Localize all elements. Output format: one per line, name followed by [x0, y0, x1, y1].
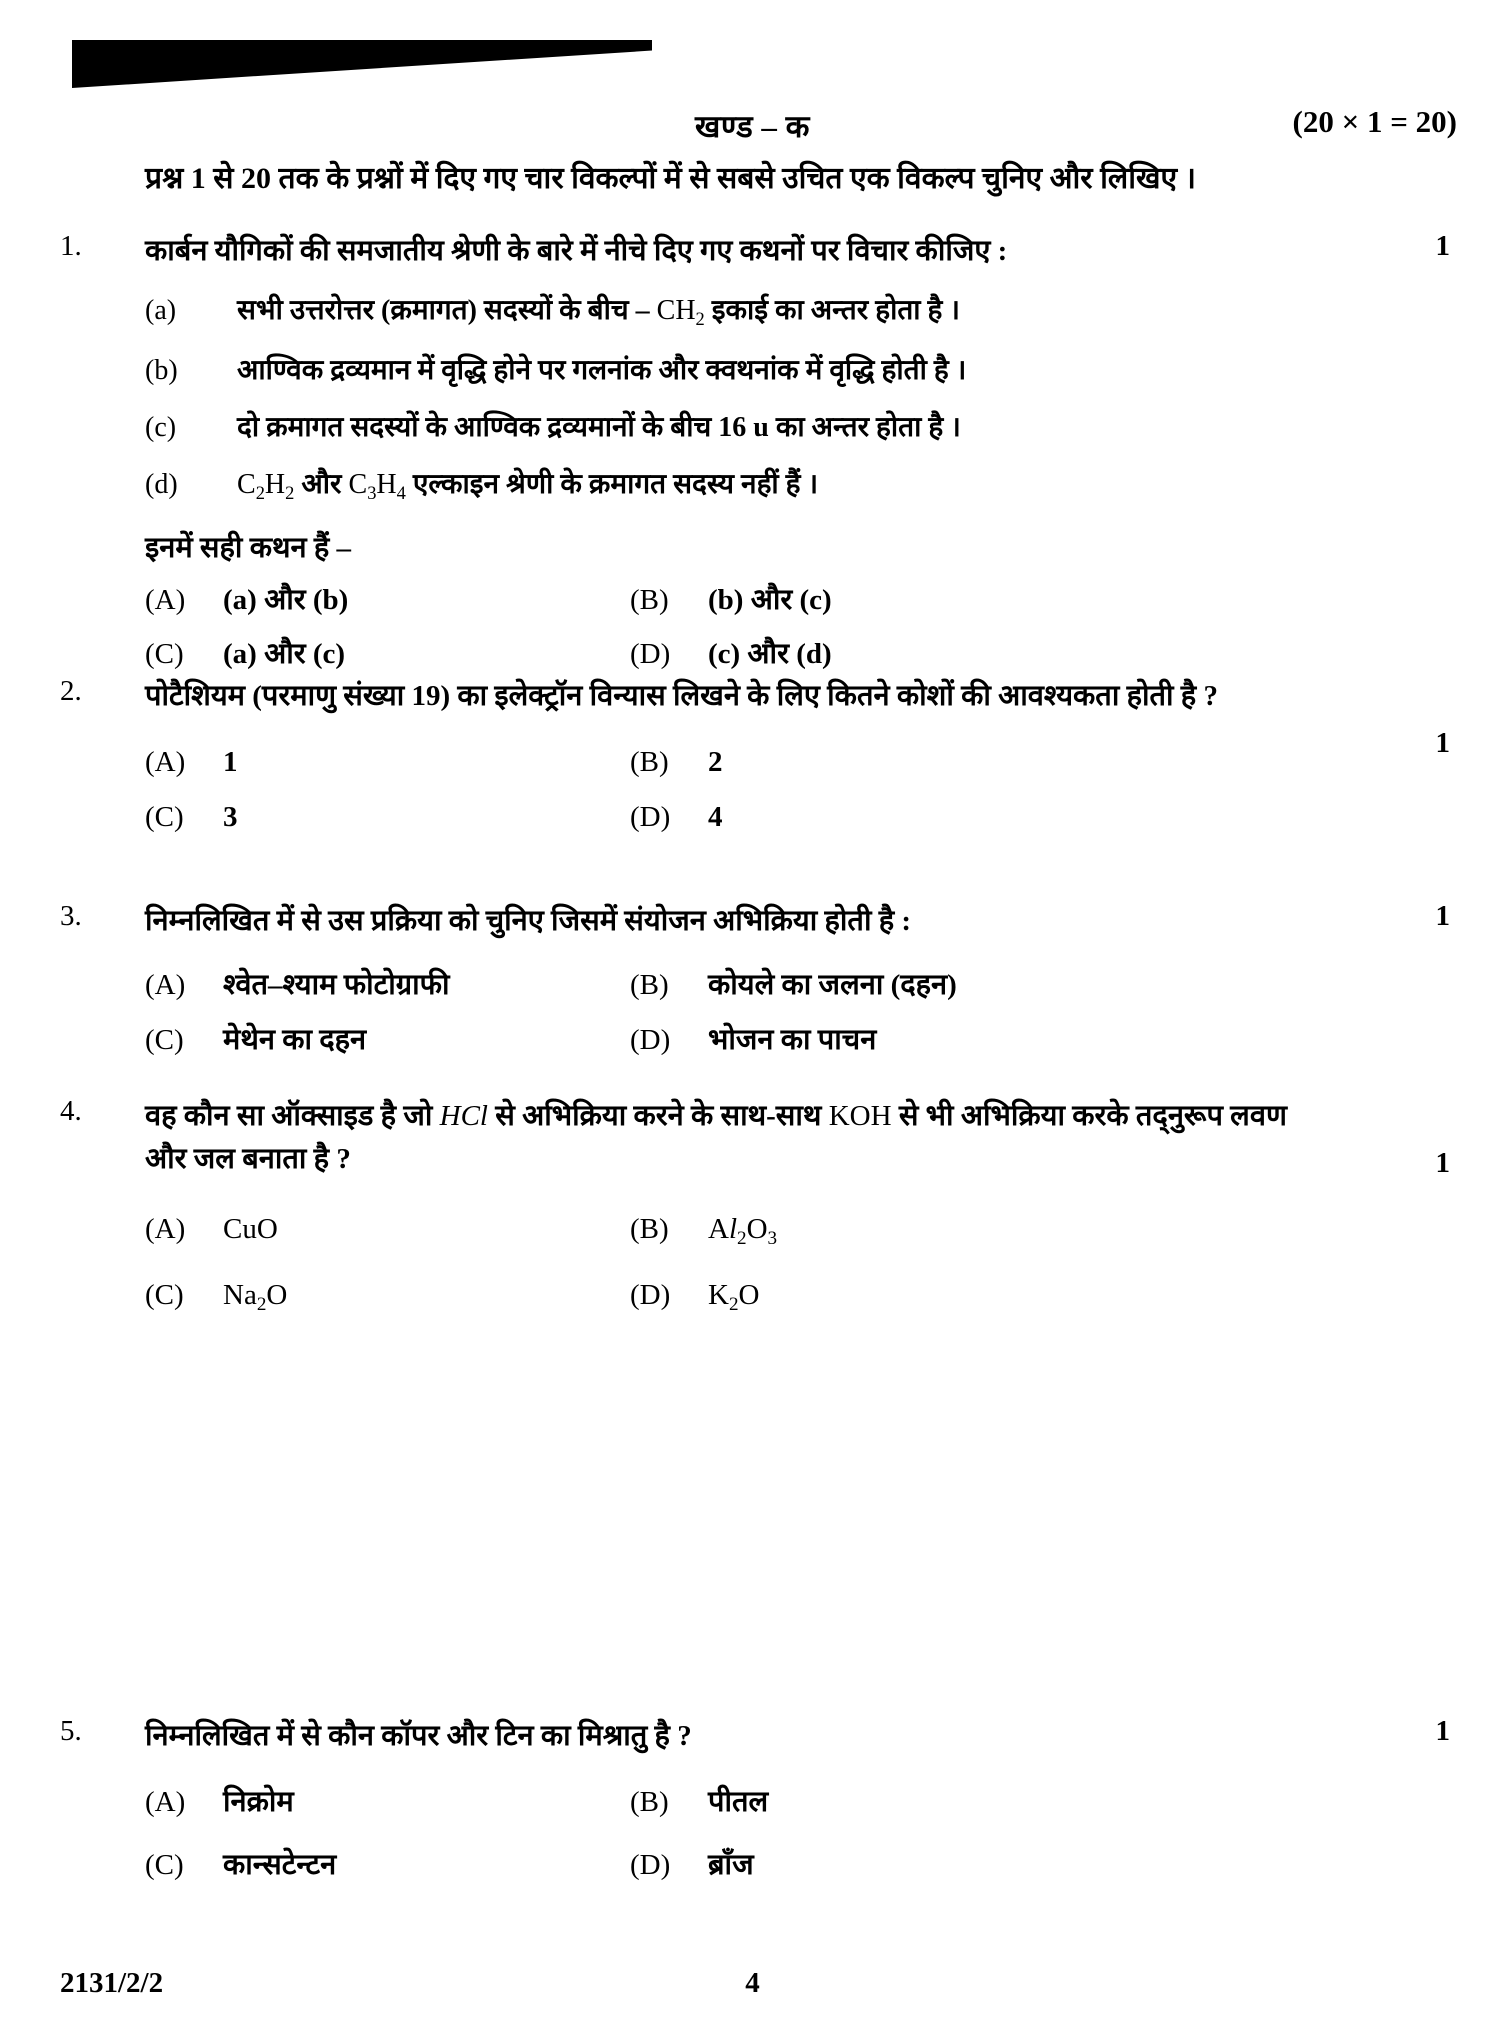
option-row — [145, 797, 1450, 838]
option-formula-al2o3: $Al_2O_3$ — [708, 1212, 778, 1249]
option-label: (C) — [145, 1023, 184, 1056]
option-label: (D) — [630, 1848, 671, 1881]
general-instruction: प्रश्न 1 से 20 तक के प्रश्नों में दिए गए चार विकल्पों में से सबसे उचित एक विकल्प चुनिए और लिखिए । — [145, 162, 1196, 195]
option-4-B[interactable] — [630, 1209, 1115, 1253]
option-row — [145, 1782, 1450, 1823]
footer-paper-code: 2131/2/2 — [60, 1967, 164, 1999]
section-marks-note: (20 × 1 = 20) — [1292, 104, 1457, 139]
question-5-options — [145, 1782, 1450, 1885]
question-1-statement-c — [145, 408, 1450, 447]
question-2-marks: 1 — [1435, 727, 1450, 759]
scan-artifact-wedge — [72, 40, 652, 88]
option-2-D[interactable] — [630, 797, 1115, 838]
option-1-D[interactable] — [630, 634, 1115, 675]
question-4-text-post: से भी अभिक्रिया करके तद्नुरूप लवण और जल बनाता है ? — [145, 1100, 1287, 1175]
question-2-number: 2. — [60, 675, 82, 707]
question-5-marks: 1 — [1435, 1715, 1450, 1747]
option-label: (A) — [145, 1212, 186, 1245]
formula-c2h2: $C_2H_2$ — [237, 469, 295, 503]
option-row — [145, 1845, 1450, 1886]
option-value: 1 — [223, 745, 238, 778]
question-3-text: निम्नलिखित में से उस प्रक्रिया को चुनिए जिसमें संयोजन अभिक्रिया होती है : — [145, 905, 912, 937]
question-2 — [60, 675, 1450, 837]
statement-label: (c) — [145, 411, 177, 443]
option-label: (D) — [630, 1278, 671, 1311]
option-row — [145, 1275, 1450, 1319]
option-value: (a) और (b) — [223, 583, 349, 616]
formula-c3h4: $C_3H_4$ — [348, 469, 406, 503]
option-formula-k2o: $K_2O$ — [708, 1278, 760, 1315]
question-5-text: निम्नलिखित में से कौन कॉपर और टिन का मिश्रातु है ? — [145, 1720, 692, 1752]
question-5-number: 5. — [60, 1715, 82, 1747]
option-value: 4 — [708, 800, 723, 833]
option-label: (B) — [630, 583, 669, 616]
question-2-options — [145, 742, 1450, 837]
option-3-C[interactable] — [145, 1020, 630, 1061]
question-2-text: पोटैशियम (परमाणु संख्या 19) का इलेक्ट्रॉन विन्यास लिखने के लिए कितने कोशों की आवश्यकता होती है ? — [145, 680, 1218, 712]
question-3 — [60, 900, 1450, 1060]
option-value: (b) और (c) — [708, 583, 832, 616]
option-value: श्वेत–श्याम फोटोग्राफी — [223, 968, 450, 1001]
option-5-A[interactable] — [145, 1782, 630, 1823]
statement-body — [237, 294, 961, 329]
formula-hcl: HCl — [439, 1100, 488, 1132]
question-1-statement-a — [145, 291, 1450, 333]
option-row — [145, 742, 1450, 783]
question-4-text-mid: से अभिक्रिया करने के साथ-साथ — [487, 1100, 829, 1132]
question-1 — [60, 230, 1450, 675]
statement-text-post: एल्काइन श्रेणी के क्रमागत सदस्य नहीं हैं । — [405, 469, 819, 501]
option-label: (A) — [145, 968, 186, 1001]
option-5-B[interactable] — [630, 1782, 1115, 1823]
option-value: कोयले का जलना (दहन) — [708, 968, 957, 1001]
question-4-options — [145, 1209, 1450, 1319]
question-1-options — [145, 580, 1450, 675]
option-1-C[interactable] — [145, 634, 630, 675]
option-2-A[interactable] — [145, 742, 630, 783]
option-label: (B) — [630, 1212, 669, 1245]
option-formula-na2o: $Na_2O$ — [223, 1278, 288, 1315]
option-1-B[interactable] — [630, 580, 1115, 621]
statement-label: (a) — [145, 294, 177, 326]
question-3-number: 3. — [60, 900, 82, 932]
option-label: (B) — [630, 1785, 669, 1818]
question-4-marks: 1 — [1435, 1147, 1450, 1179]
footer-page-number: 4 — [745, 1967, 760, 1999]
question-4-text — [145, 1095, 1330, 1181]
statement-body: दो क्रमागत सदस्यों के आण्विक द्रव्यमानों के बीच 16 u का अन्तर होता है । — [237, 411, 961, 443]
option-4-C[interactable] — [145, 1275, 630, 1319]
conjunction-aur: और — [301, 469, 342, 501]
option-2-B[interactable] — [630, 742, 1115, 783]
option-4-A[interactable] — [145, 1209, 630, 1253]
option-1-A[interactable] — [145, 580, 630, 621]
statement-label: (d) — [145, 469, 178, 501]
statement-body: आण्विक द्रव्यमान में वृद्धि होने पर गलनांक और क्वथनांक में वृद्धि होती है । — [237, 354, 967, 386]
question-1-number: 1. — [60, 230, 82, 262]
option-value: कान्सटेन्टन — [223, 1848, 337, 1881]
option-label: (D) — [630, 638, 671, 671]
option-2-C[interactable] — [145, 797, 630, 838]
option-row — [145, 580, 1450, 621]
question-4-number: 4. — [60, 1095, 82, 1127]
option-3-B[interactable] — [630, 965, 1115, 1006]
option-5-C[interactable] — [145, 1845, 630, 1886]
formula-ch2: $CH_2$ — [656, 294, 705, 329]
option-row — [145, 1209, 1450, 1253]
question-1-statement-b — [145, 351, 1450, 390]
statement-label: (b) — [145, 354, 178, 386]
option-3-D[interactable] — [630, 1020, 1115, 1061]
statement-text-pre: सभी उत्तरोत्तर (क्रमागत) सदस्यों के बीच – — [237, 294, 657, 326]
question-4 — [60, 1095, 1450, 1319]
option-value: (a) और (c) — [223, 638, 346, 671]
option-value: निक्रोम — [223, 1785, 294, 1818]
option-label: (C) — [145, 1278, 184, 1311]
option-label: (A) — [145, 1785, 186, 1818]
option-row — [145, 1020, 1450, 1061]
question-1-marks: 1 — [1435, 230, 1450, 262]
option-value: मेथेन का दहन — [223, 1023, 367, 1056]
question-5 — [60, 1715, 1450, 1885]
question-4-text-pre: वह कौन सा ऑक्साइड है जो — [145, 1100, 440, 1132]
statement-text-post: इकाई का अन्तर होता है । — [704, 294, 961, 326]
option-label: (B) — [630, 745, 669, 778]
option-value: 2 — [708, 745, 723, 778]
question-1-lead-in: इनमें सही कथन हैं – — [145, 531, 351, 564]
option-value: ब्राँज — [708, 1848, 754, 1881]
option-label: (C) — [145, 1848, 184, 1881]
option-formula-cuo: CuO — [223, 1212, 278, 1245]
option-label: (C) — [145, 638, 184, 671]
option-value: भोजन का पाचन — [708, 1023, 877, 1056]
question-1-text: कार्बन यौगिकों की समजातीय श्रेणी के बारे में नीचे दिए गए कथनों पर विचार कीजिए : — [145, 235, 1008, 267]
option-4-D[interactable] — [630, 1275, 1115, 1319]
option-5-D[interactable] — [630, 1845, 1115, 1886]
question-1-statement-d — [145, 465, 1450, 507]
option-3-A[interactable] — [145, 965, 630, 1006]
statement-body — [237, 469, 819, 503]
option-label: (D) — [630, 1023, 671, 1056]
option-label: (A) — [145, 583, 186, 616]
question-3-marks: 1 — [1435, 900, 1450, 932]
option-row — [145, 965, 1450, 1006]
option-label: (A) — [145, 745, 186, 778]
formula-koh: KOH — [828, 1100, 892, 1132]
option-value: (c) और (d) — [708, 638, 832, 671]
option-row — [145, 634, 1450, 675]
option-label: (C) — [145, 800, 184, 833]
option-label: (D) — [630, 800, 671, 833]
option-value: 3 — [223, 800, 238, 833]
option-value: पीतल — [708, 1785, 769, 1818]
section-title: खण्ड – क — [695, 109, 810, 144]
option-label: (B) — [630, 968, 669, 1001]
question-3-options — [145, 965, 1450, 1060]
